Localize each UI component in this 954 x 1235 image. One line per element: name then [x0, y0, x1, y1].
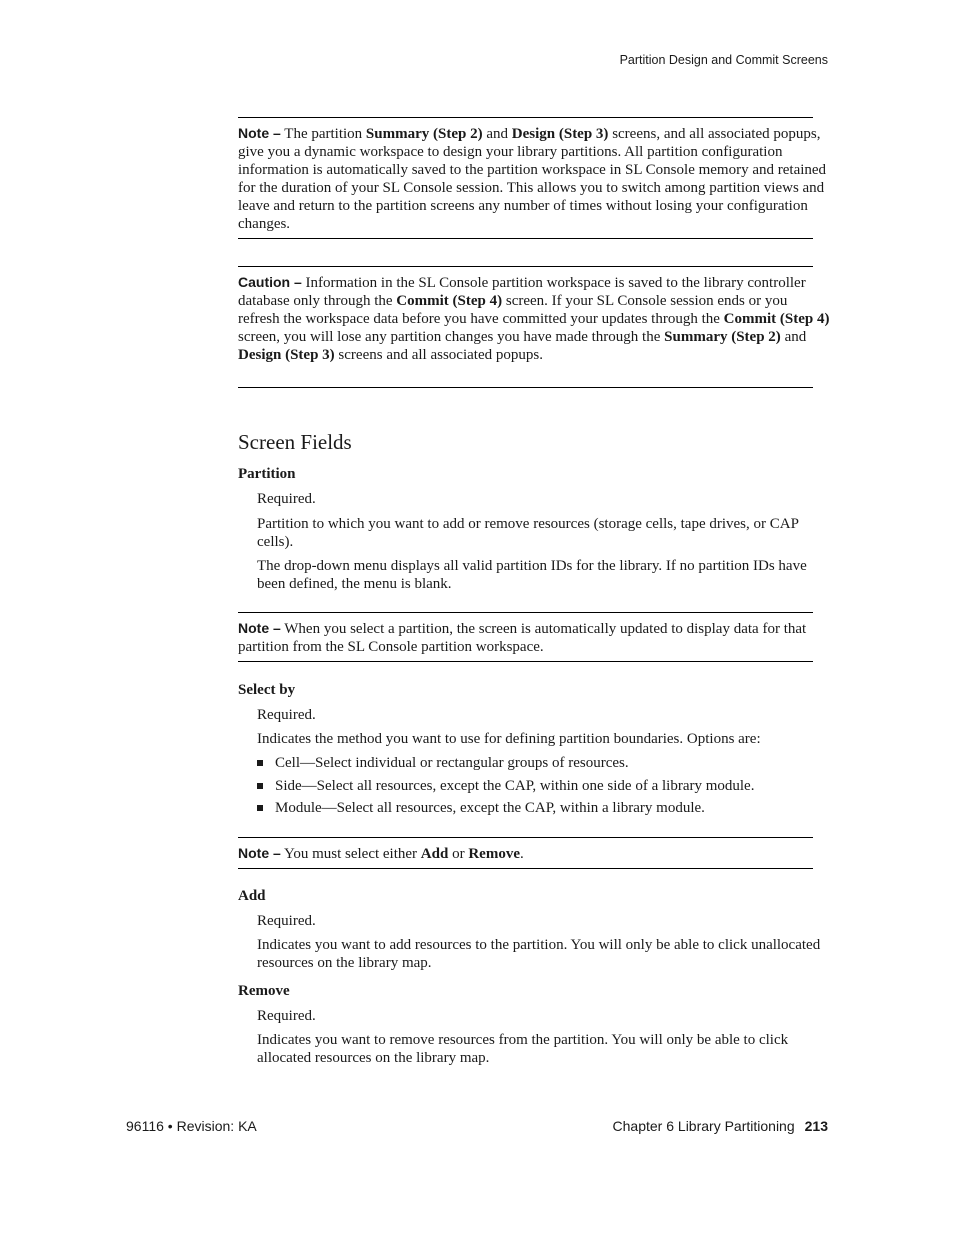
field-title-remove: Remove: [238, 983, 290, 999]
caution-commit: [238, 266, 830, 388]
partition-dropdown-description: The drop-down menu displays all valid partition IDs for the library. If no partition IDs have been defined, the menu is blank.: [257, 558, 807, 592]
footer-chapter: Chapter 6 Library Partitioning: [612, 1118, 795, 1134]
note-lead: Note –: [238, 125, 281, 141]
partition-description: Partition to which you want to add or remove resources (storage cells, tape drives, or CAP cells).: [257, 516, 799, 550]
field-title-partition: Partition: [238, 466, 296, 482]
remove-description: Indicates you want to remove resources from the partition. You will only be able to click allocated resources on the library map.: [257, 1032, 789, 1066]
select-by-options: [257, 754, 837, 822]
note-add-remove: [238, 837, 813, 869]
list-item: Cell—Select individual or rectangular groups of resources.: [257, 754, 837, 772]
bullet-icon: [257, 805, 263, 811]
add-description: Indicates you want to add resources to the partition. You will only be able to click unallocated resources on the library map.: [257, 937, 821, 971]
footer-doc-id: 96116: [126, 1118, 164, 1134]
list-item: Side—Select all resources, except the CAP, within one side of a library module.: [257, 777, 837, 795]
note-add-remove-text: Note – You must select either Add or Remove.: [238, 845, 524, 862]
note-workspace-text: Note – The partition Summary (Step 2) and Design (Step 3) screens, and all associated popups, give you a dynamic workspace to design your library partitions. All partition configuration information is automatically saved to the partition workspace in SL Console memory and retained for the duration of your SL Console session. This allows you to switch among partition views and leave and return to the partition screens any number of times without losing your configuration changes.: [238, 125, 827, 232]
footer-chapter-info: [613, 1118, 828, 1134]
note-select-partition-text: Note – When you select a partition, the screen is automatically updated to display data for that partition from the SL Console partition workspace.: [238, 620, 807, 655]
note-workspace: [238, 117, 827, 239]
note-lead: Note –: [238, 620, 281, 636]
note-lead: Note –: [238, 845, 281, 861]
select-by-required: Required.: [257, 707, 316, 723]
caution-lead: Caution –: [238, 274, 302, 290]
section-title: Screen Fields: [238, 430, 352, 454]
bullet-icon: [257, 783, 263, 789]
bullet-icon: [257, 760, 263, 766]
add-required: Required.: [257, 913, 316, 929]
footer-revision: Revision: KA: [176, 1118, 257, 1134]
remove-required: Required.: [257, 1008, 316, 1024]
select-by-description: Indicates the method you want to use for defining partition boundaries. Options are:: [257, 731, 761, 747]
footer-separator: •: [167, 1118, 173, 1134]
field-title-select-by: Select by: [238, 682, 296, 698]
list-item: Module—Select all resources, except the CAP, within a library module.: [257, 799, 837, 817]
footer-doc-info: [126, 1118, 257, 1134]
page-number: 213: [804, 1118, 828, 1134]
field-title-add: Add: [238, 888, 266, 904]
running-header: Partition Design and Commit Screens: [619, 53, 828, 67]
partition-required: Required.: [257, 491, 316, 507]
note-select-partition: [238, 612, 813, 662]
caution-text: Caution – Information in the SL Console partition workspace is saved to the library controller database only through the Commit (Step 4) screen. If your SL Console session ends or you refresh the workspace data before you have committed your updates through the Commit (Step 4) screen, you will lose any partition changes you have made through the Summary (Step 2) and Design (Step 3) screens and all associated popups.: [238, 274, 830, 363]
